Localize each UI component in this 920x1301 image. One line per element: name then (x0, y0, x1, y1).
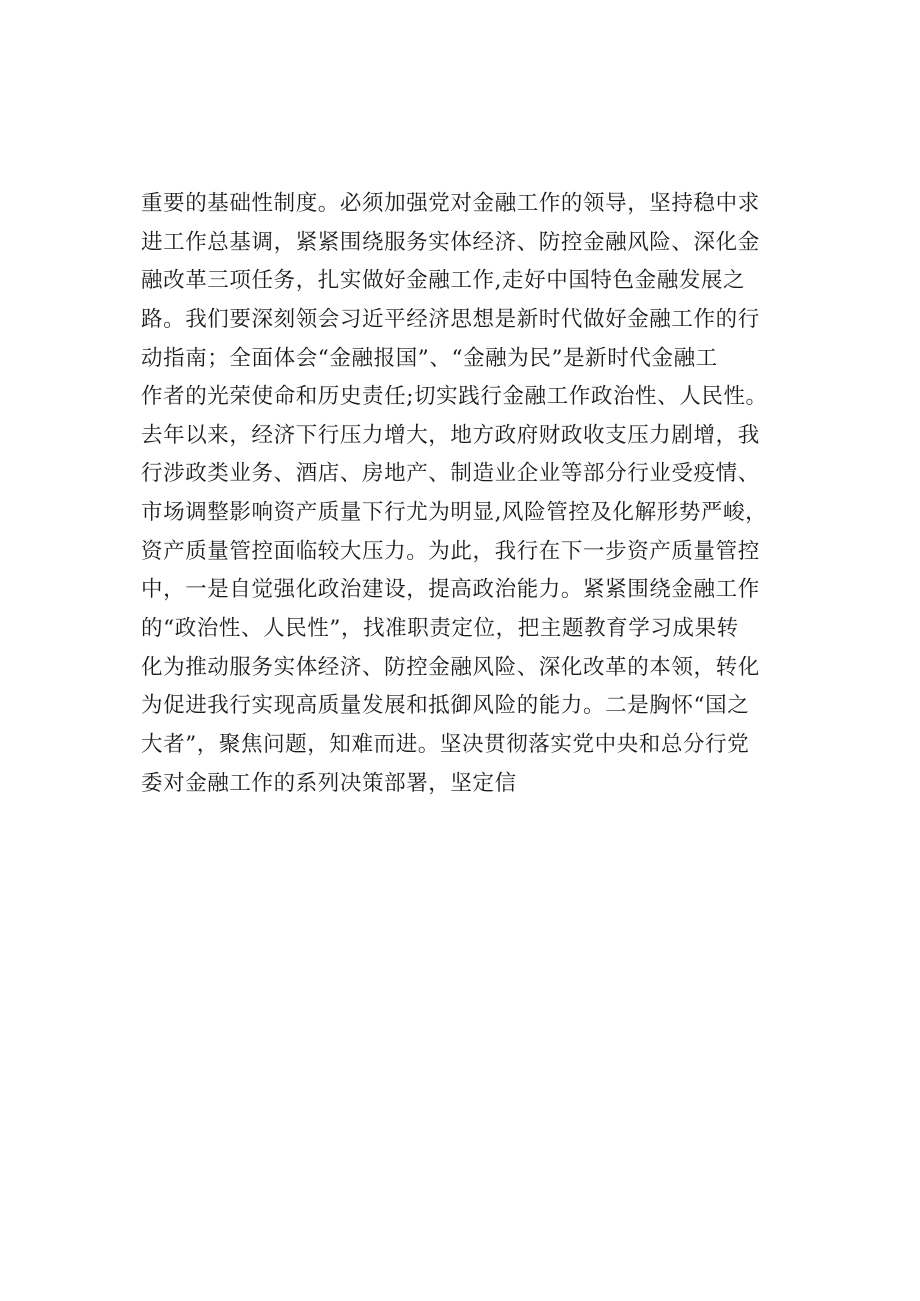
text-line: 去年以来，经济下行压力增大，地方政府财政收支压力剧增，我 (141, 422, 760, 448)
text-line: 为促进我行实现高质量发展和抵御风险的能力。二是胸怀“国之 (141, 693, 750, 719)
text-line: 资产质量管控面临较大压力。为此，我行在下一步资产质量管控 (141, 538, 760, 564)
text-line: 中，一是自觉强化政治建设，提高政治能力。紧紧围绕金融工作 (141, 577, 760, 603)
text-line: 市场调整影响资产质量下行尤为明显,风险管控及化解形势严峻， (141, 500, 768, 526)
text-line: 作者的光荣使命和历史责任;切实践行金融工作政治性、人民性。 (141, 384, 768, 410)
document-body (141, 185, 791, 803)
text-line: 路。我们要深刻领会习近平经济思想是新时代做好金融工作的行 (141, 306, 760, 332)
text-line: 动指南；全面体会“金融报国”、“金融为民”是新时代金融工 (141, 345, 718, 371)
text-line: 大者”，聚焦问题，知难而进。坚决贯彻落实党中央和总分行党 (141, 731, 750, 757)
text-line: 进工作总基调，紧紧围绕服务实体经济、防控金融风险、深化金 (141, 229, 760, 255)
text-line: 融改革三项任务，扎实做好金融工作,走好中国特色金融发展之 (141, 268, 746, 294)
text-line: 重要的基础性制度。必须加强党对金融工作的领导，坚持稳中求 (141, 191, 760, 216)
text-line: 委对金融工作的系列决策部署，坚定信 (141, 770, 517, 796)
text-line: 的“政治性、人民性”，找准职责定位，把主题教育学习成果转 (141, 616, 739, 642)
text-line: 行涉政类业务、酒店、房地产、制造业企业等部分行业受疫情、 (141, 461, 760, 487)
text-line: 化为推动服务实体经济、防控金融风险、深化改革的本领，转化 (141, 654, 760, 680)
